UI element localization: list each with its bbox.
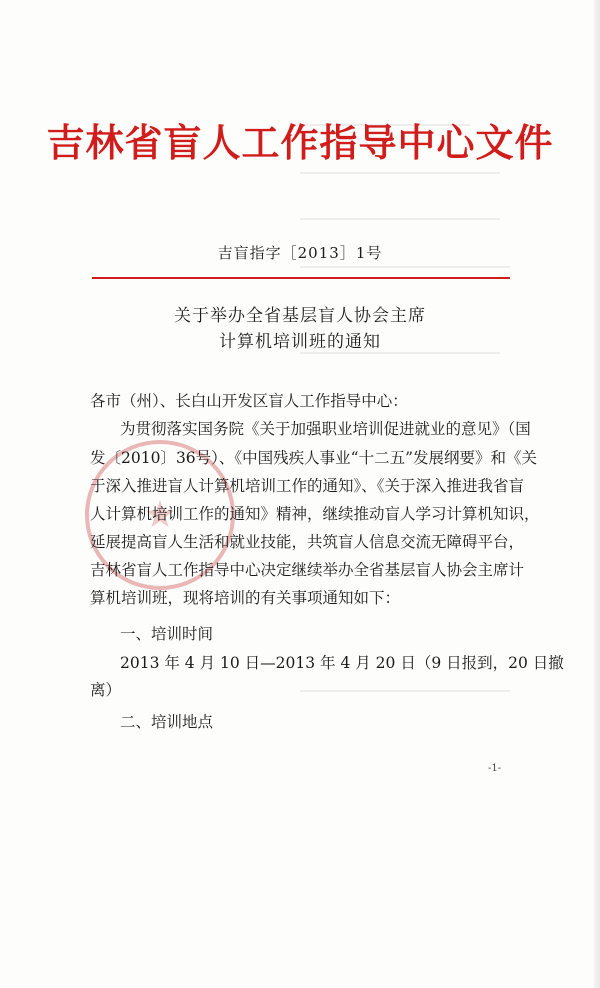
bleed-through-mark — [300, 352, 500, 354]
bleed-through-mark — [300, 172, 500, 174]
notice-title-line-1: 关于举办全省基层盲人协会主席 — [174, 306, 426, 326]
notice-title-line-2: 计算机培训班的通知 — [219, 332, 381, 352]
paragraph-line: 吉林省盲人工作指导中心决定继续举办全省基层盲人协会主席计 — [90, 561, 525, 579]
paragraph-line: 延展提高盲人生活和就业技能，共筑盲人信息交流无障碍平台， — [90, 533, 525, 551]
training-date-line-2: 离） — [90, 681, 122, 699]
addressee-line: 各市（州）、长白山开发区盲人工作指导中心： — [90, 392, 408, 410]
document-header-title: 吉林省盲人工作指导中心文件 — [46, 121, 554, 165]
page-number: -1- — [488, 763, 502, 774]
document-number: 吉盲指字［2013］1号 — [217, 244, 383, 262]
section-heading-training-location: 二、培训地点 — [120, 713, 214, 731]
training-date-line-1: 2013 年 4 月 10 日—2013 年 4 月 20 日（9 日报到，20 日撤 — [120, 654, 564, 672]
bleed-through-mark — [300, 266, 510, 268]
paragraph-line: 为贯彻落实国务院《关于加强职业培训促进就业的意见》（国 — [120, 420, 531, 438]
section-heading-training-time: 一、培训时间 — [120, 625, 214, 643]
bleed-through-mark — [300, 218, 500, 220]
paragraph-line: 人计算机培训工作的通知》精神，继续推动盲人学习计算机知识， — [90, 505, 540, 523]
bleed-through-mark — [300, 690, 510, 692]
paragraph-line: 于深入推进盲人计算机培训工作的通知》、《关于深入推进我省盲 — [90, 477, 525, 495]
paragraph-line: 发〔2010〕36号）、《中国残疾人事业“十二五”发展纲要》和《关 — [90, 449, 538, 467]
paragraph-line: 算机培训班，现将培训的有关事项通知如下： — [90, 589, 401, 607]
red-divider-line — [92, 277, 510, 279]
